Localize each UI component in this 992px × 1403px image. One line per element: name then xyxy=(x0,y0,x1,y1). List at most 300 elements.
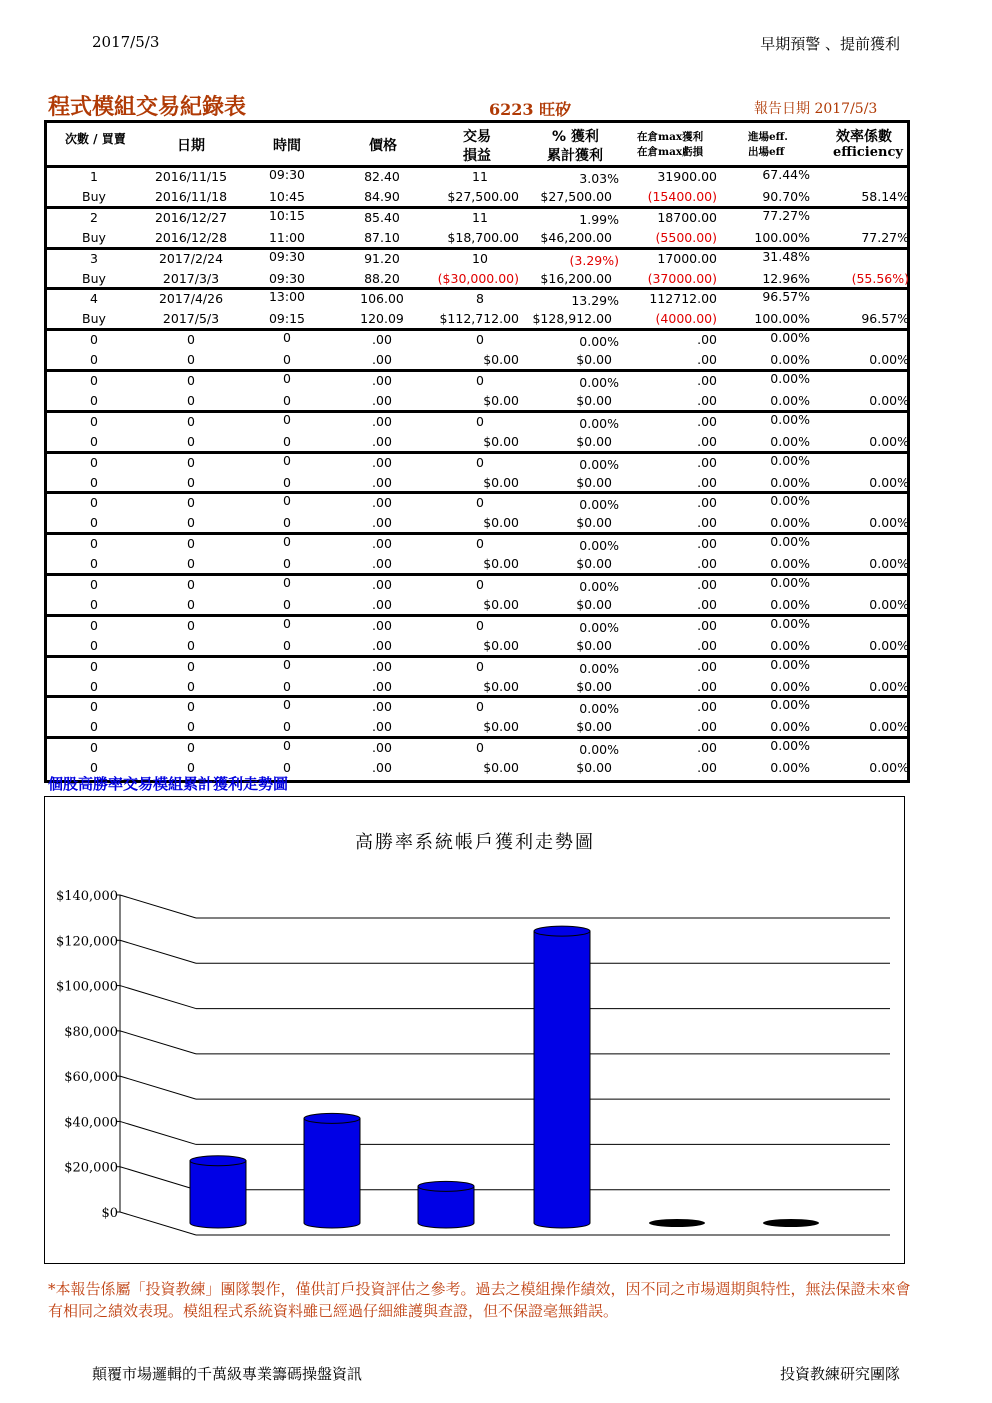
cell-entry-eff: 0.00% xyxy=(770,697,810,713)
col-pnl-header-2: 損益 xyxy=(463,148,491,164)
cell-date: 0 xyxy=(187,719,195,735)
profit-chart xyxy=(44,796,905,1264)
cell-trade-pnl: $0.00 xyxy=(483,515,519,531)
table-row xyxy=(47,494,907,535)
cell-time: 0 xyxy=(283,474,291,490)
grid-diagonal xyxy=(120,1031,196,1054)
cell-exit-eff: 100.00% xyxy=(754,311,810,327)
cell-time: 09:30 xyxy=(268,248,306,264)
footer-right: 投資教練研究團隊 xyxy=(779,1365,900,1383)
cell-date: 2017/5/3 xyxy=(162,311,220,327)
cell-exit-eff: 90.70% xyxy=(762,189,810,204)
cell-date: 2017/4/26 xyxy=(158,291,224,307)
cell-max-gain: .00 xyxy=(697,576,717,592)
cell-max-gain: .00 xyxy=(697,413,717,429)
bar xyxy=(763,1219,819,1227)
bar xyxy=(304,1118,360,1228)
cell-time: 0 xyxy=(283,678,291,694)
cell-price: .00 xyxy=(372,372,392,388)
cell-max-gain: .00 xyxy=(697,454,717,470)
cell-trade-pnl: $0.00 xyxy=(483,474,519,490)
cell-entry-eff: 0.00% xyxy=(770,493,810,509)
cell-cum-profit: $0.00 xyxy=(576,352,612,368)
cell-max-gain: 18700.00 xyxy=(657,209,717,225)
cell-pnl: 0 xyxy=(476,372,484,388)
cell-time: 0 xyxy=(283,574,291,590)
cell-time: 0 xyxy=(283,637,291,653)
col-seq-header: 次數 / 買賣 xyxy=(65,132,126,146)
grid-diagonal xyxy=(120,895,196,918)
table-row xyxy=(47,576,907,617)
cell-side: 0 xyxy=(90,719,98,735)
cell-exit-eff: 0.00% xyxy=(770,678,810,694)
cell-pnl: 0 xyxy=(476,332,484,348)
cell-trade-pnl: $0.00 xyxy=(483,760,519,776)
disclaimer: *本報告係屬「投資教練」團隊製作，僅供訂戶投資評估之參考。過去之模組操作績效，因不同之市場週期與特性，無法保證未來會有相同之績效表現。模組程式系統資料雖已經過仔細維護與查證，但不保證毫無錯誤。 xyxy=(48,1280,911,1320)
cell-max-gain: .00 xyxy=(697,699,717,715)
cell-cum-profit: $0.00 xyxy=(576,515,612,531)
cell-trade-pnl: $27,500.00 xyxy=(447,189,519,204)
cell-efficiency: (55.56%) xyxy=(851,270,909,286)
trade-record-table xyxy=(44,120,910,783)
cell-max-gain: .00 xyxy=(697,617,717,633)
cell-side: 0 xyxy=(90,678,98,694)
cell-entry-eff: 0.00% xyxy=(770,738,810,754)
cell-price: .00 xyxy=(372,740,392,756)
cell-pct-profit: 1.99% xyxy=(579,211,619,227)
cell-max-gain: 17000.00 xyxy=(657,250,717,266)
cell-price: 106.00 xyxy=(360,291,404,307)
bar-top xyxy=(190,1156,246,1166)
cell-price: .00 xyxy=(372,678,392,694)
cell-side: Buy xyxy=(82,229,106,245)
cell-entry-eff: 96.57% xyxy=(762,289,810,305)
cell-pct-profit: 0.00% xyxy=(579,578,619,594)
cell-price: 84.90 xyxy=(364,189,400,204)
cell-date: 2016/12/27 xyxy=(154,209,228,225)
cell-pnl: 0 xyxy=(476,699,484,715)
cell-pnl: 8 xyxy=(476,291,484,307)
cell-cum-profit: $0.00 xyxy=(576,474,612,490)
cell-price: .00 xyxy=(372,413,392,429)
col-efficiency-header-2: efficiency xyxy=(833,145,903,160)
col-maxloss-header: 在倉max虧損 xyxy=(637,146,704,158)
col-efficiency-header-1: 效率係數 xyxy=(836,129,892,145)
cell-price: .00 xyxy=(372,719,392,735)
cell-max-gain: 112712.00 xyxy=(649,291,717,307)
cell-time: 13:00 xyxy=(268,289,306,305)
bar-top xyxy=(304,1113,360,1123)
cell-price: .00 xyxy=(372,556,392,572)
cell-efficiency: 0.00% xyxy=(869,678,909,694)
cell-cum-profit: $0.00 xyxy=(576,392,612,408)
cell-exit-eff: 100.00% xyxy=(754,229,810,245)
cell-date: 0 xyxy=(187,617,195,633)
cell-side: 0 xyxy=(90,596,98,612)
cell-price: 120.09 xyxy=(360,311,404,327)
cell-max-loss: .00 xyxy=(697,515,717,531)
cell-time: 0 xyxy=(283,596,291,612)
cell-date: 0 xyxy=(187,413,195,429)
cell-trade-pnl: $18,700.00 xyxy=(447,229,519,245)
cell-exit-eff: 0.00% xyxy=(770,760,810,776)
cell-pnl: 0 xyxy=(476,617,484,633)
cell-pct-profit: 0.00% xyxy=(579,456,619,472)
cell-time: 0 xyxy=(283,515,291,531)
cell-exit-eff: 12.96% xyxy=(762,270,810,286)
cell-time: 0 xyxy=(283,493,291,509)
cell-entry-eff: 0.00% xyxy=(770,574,810,590)
cell-price: 88.20 xyxy=(364,270,400,286)
cell-price: .00 xyxy=(372,392,392,408)
cell-seq: 0 xyxy=(90,658,98,674)
cell-price: .00 xyxy=(372,596,392,612)
cell-cum-profit: $27,500.00 xyxy=(540,189,612,204)
cell-max-loss: .00 xyxy=(697,760,717,776)
cell-pnl: 11 xyxy=(472,209,488,225)
cell-side: 0 xyxy=(90,433,98,449)
cell-pct-profit: 0.00% xyxy=(579,619,619,635)
table-row xyxy=(47,168,907,209)
cell-time: 0 xyxy=(283,719,291,735)
cell-entry-eff: 67.44% xyxy=(762,167,810,182)
cell-seq: 3 xyxy=(90,250,98,266)
cell-pct-profit: 0.00% xyxy=(579,538,619,554)
cell-time: 10:45 xyxy=(268,189,306,204)
cell-time: 0 xyxy=(283,697,291,713)
cell-price: .00 xyxy=(372,658,392,674)
cell-price: .00 xyxy=(372,495,392,511)
cell-exit-eff: 0.00% xyxy=(770,392,810,408)
cell-efficiency: 96.57% xyxy=(861,311,909,327)
cell-seq: 0 xyxy=(90,699,98,715)
cell-time: 0 xyxy=(283,615,291,631)
col-entry-eff-header: 進場eff. xyxy=(748,131,788,143)
cell-price: .00 xyxy=(372,454,392,470)
cell-time: 0 xyxy=(283,452,291,468)
cell-max-loss: (37000.00) xyxy=(647,270,717,286)
cell-time: 0 xyxy=(283,556,291,572)
cell-cum-profit: $46,200.00 xyxy=(540,229,612,245)
cell-max-gain: .00 xyxy=(697,332,717,348)
cell-trade-pnl: $0.00 xyxy=(483,678,519,694)
cell-date: 0 xyxy=(187,392,195,408)
cell-max-loss: .00 xyxy=(697,637,717,653)
cell-cum-profit: $0.00 xyxy=(576,637,612,653)
cell-pct-profit: 0.00% xyxy=(579,497,619,513)
col-exit-eff-header: 出場eff xyxy=(748,146,785,158)
cell-date: 2016/12/28 xyxy=(154,229,228,245)
cell-max-loss: .00 xyxy=(697,719,717,735)
col-pnl-header-1: 交易 xyxy=(463,129,491,145)
cell-efficiency: 77.27% xyxy=(861,229,909,245)
cell-price: .00 xyxy=(372,352,392,368)
cell-time: 0 xyxy=(283,738,291,754)
cell-cum-profit: $16,200.00 xyxy=(540,270,612,286)
cell-entry-eff: 0.00% xyxy=(770,330,810,346)
cell-date: 0 xyxy=(187,454,195,470)
table-row xyxy=(47,698,907,739)
cell-max-gain: .00 xyxy=(697,372,717,388)
cell-seq: 0 xyxy=(90,740,98,756)
bar xyxy=(190,1161,246,1228)
cell-trade-pnl: $0.00 xyxy=(483,637,519,653)
cell-side: 0 xyxy=(90,392,98,408)
cell-exit-eff: 0.00% xyxy=(770,433,810,449)
table-row xyxy=(47,658,907,699)
y-tick-label: $100,000 xyxy=(55,979,118,995)
cell-pct-profit: 13.29% xyxy=(571,293,619,309)
cell-date: 0 xyxy=(187,740,195,756)
cell-max-loss: (5500.00) xyxy=(655,229,717,245)
cell-pnl: 0 xyxy=(476,495,484,511)
cell-date: 0 xyxy=(187,658,195,674)
cell-time: 09:15 xyxy=(268,311,306,327)
cell-entry-eff: 0.00% xyxy=(770,656,810,672)
cell-pct-profit: (3.29%) xyxy=(569,252,619,268)
cell-cum-profit: $0.00 xyxy=(576,760,612,776)
bar-top xyxy=(418,1181,474,1191)
cell-date: 0 xyxy=(187,556,195,572)
cell-price: .00 xyxy=(372,699,392,715)
cell-date: 2017/2/24 xyxy=(158,250,224,266)
cell-pct-profit: 0.00% xyxy=(579,701,619,717)
cell-cum-profit: $128,912.00 xyxy=(532,311,612,327)
cell-trade-pnl: $0.00 xyxy=(483,392,519,408)
cell-side: Buy xyxy=(82,270,106,286)
table-row xyxy=(47,535,907,576)
cell-pnl: 0 xyxy=(476,454,484,470)
cell-cum-profit: $0.00 xyxy=(576,556,612,572)
cell-trade-pnl: $0.00 xyxy=(483,352,519,368)
cell-cum-profit: $0.00 xyxy=(576,596,612,612)
cell-pct-profit: 0.00% xyxy=(579,374,619,390)
bar xyxy=(649,1219,705,1227)
cell-efficiency: 0.00% xyxy=(869,719,909,735)
cell-side: 0 xyxy=(90,760,98,776)
header-date: 2017/5/3 xyxy=(92,33,160,51)
bar-top xyxy=(534,926,590,936)
cell-pct-profit: 0.00% xyxy=(579,742,619,758)
y-tick-label: $20,000 xyxy=(64,1160,118,1176)
cell-date: 0 xyxy=(187,678,195,694)
profit-chart-svg xyxy=(45,797,906,1265)
cell-time: 0 xyxy=(283,656,291,672)
cell-side: 0 xyxy=(90,515,98,531)
cell-cum-profit: $0.00 xyxy=(576,719,612,735)
cell-date: 2017/3/3 xyxy=(162,270,220,286)
cell-pnl: 0 xyxy=(476,536,484,552)
cell-date: 2016/11/15 xyxy=(154,169,228,184)
cell-max-loss: (4000.00) xyxy=(655,311,717,327)
header-slogan: 早期預警 、提前獲利 xyxy=(760,35,900,53)
chart-title: 高勝率系統帳戶獲利走勢圖 xyxy=(355,832,595,853)
cell-max-loss: .00 xyxy=(697,678,717,694)
cell-entry-eff: 0.00% xyxy=(770,452,810,468)
cell-pct-profit: 0.00% xyxy=(579,334,619,350)
cell-side: Buy xyxy=(82,311,106,327)
chart-caption: 個股高勝率交易模組累計獲利走勢圖 xyxy=(48,775,289,793)
col-time-header: 時間 xyxy=(273,138,301,154)
cell-seq: 2 xyxy=(90,209,98,225)
table-row xyxy=(47,331,907,372)
cell-seq: 0 xyxy=(90,454,98,470)
cell-date: 2016/11/18 xyxy=(154,189,228,204)
cell-date: 0 xyxy=(187,576,195,592)
cell-efficiency: 0.00% xyxy=(869,637,909,653)
cell-price: .00 xyxy=(372,332,392,348)
cell-efficiency: 0.00% xyxy=(869,433,909,449)
col-pct-header-2: 累計獲利 xyxy=(547,148,603,164)
y-tick-label: $60,000 xyxy=(64,1070,118,1086)
cell-seq: 4 xyxy=(90,291,98,307)
cell-max-loss: .00 xyxy=(697,556,717,572)
cell-efficiency: 0.00% xyxy=(869,352,909,368)
y-tick-label: $140,000 xyxy=(55,889,118,904)
stock-name: 6223 旺矽 xyxy=(489,100,572,119)
cell-trade-pnl: ($30,000.00) xyxy=(437,270,519,286)
cell-efficiency: 0.00% xyxy=(869,474,909,490)
cell-date: 0 xyxy=(187,760,195,776)
cell-pnl: 0 xyxy=(476,658,484,674)
cell-seq: 0 xyxy=(90,495,98,511)
cell-date: 0 xyxy=(187,536,195,552)
cell-max-loss: (15400.00) xyxy=(647,189,717,204)
col-price-header: 價格 xyxy=(369,138,397,154)
cell-pct-profit: 3.03% xyxy=(579,171,619,186)
cell-max-loss: .00 xyxy=(697,474,717,490)
cell-price: .00 xyxy=(372,474,392,490)
cell-efficiency: 0.00% xyxy=(869,596,909,612)
cell-price: .00 xyxy=(372,433,392,449)
cell-date: 0 xyxy=(187,596,195,612)
cell-pct-profit: 0.00% xyxy=(579,415,619,431)
cell-price: .00 xyxy=(372,515,392,531)
cell-side: 0 xyxy=(90,352,98,368)
cell-max-loss: .00 xyxy=(697,596,717,612)
table-row xyxy=(47,290,907,331)
cell-max-loss: .00 xyxy=(697,352,717,368)
cell-seq: 0 xyxy=(90,536,98,552)
cell-date: 0 xyxy=(187,699,195,715)
cell-trade-pnl: $0.00 xyxy=(483,556,519,572)
cell-exit-eff: 0.00% xyxy=(770,637,810,653)
cell-side: 0 xyxy=(90,637,98,653)
cell-trade-pnl: $0.00 xyxy=(483,596,519,612)
cell-price: .00 xyxy=(372,536,392,552)
cell-side: 0 xyxy=(90,474,98,490)
cell-seq: 0 xyxy=(90,372,98,388)
cell-date: 0 xyxy=(187,474,195,490)
cell-entry-eff: 0.00% xyxy=(770,534,810,550)
table-row xyxy=(47,250,907,291)
cell-exit-eff: 0.00% xyxy=(770,719,810,735)
cell-date: 0 xyxy=(187,332,195,348)
cell-trade-pnl: $0.00 xyxy=(483,433,519,449)
grid-diagonal xyxy=(120,986,196,1009)
cell-date: 0 xyxy=(187,515,195,531)
report-date: 報告日期 2017/5/3 xyxy=(754,101,878,117)
cell-time: 0 xyxy=(283,411,291,427)
table-row xyxy=(47,413,907,454)
cell-time: 10:15 xyxy=(268,207,306,223)
cell-max-gain: .00 xyxy=(697,658,717,674)
table-row xyxy=(47,372,907,413)
cell-date: 0 xyxy=(187,372,195,388)
cell-price: .00 xyxy=(372,617,392,633)
cell-time: 0 xyxy=(283,370,291,386)
cell-efficiency: 0.00% xyxy=(869,760,909,776)
cell-pnl: 11 xyxy=(472,169,488,184)
cell-price: .00 xyxy=(372,760,392,776)
cell-side: Buy xyxy=(82,189,106,204)
table-row xyxy=(47,454,907,495)
cell-date: 0 xyxy=(187,637,195,653)
cell-time: 0 xyxy=(283,534,291,550)
cell-max-gain: .00 xyxy=(697,740,717,756)
cell-price: .00 xyxy=(372,576,392,592)
cell-time: 11:00 xyxy=(268,229,306,245)
table-header xyxy=(47,123,907,168)
cell-max-loss: .00 xyxy=(697,433,717,449)
cell-price: 82.40 xyxy=(364,169,400,184)
table-row xyxy=(47,617,907,658)
cell-time: 09:30 xyxy=(268,167,306,182)
cell-time: 0 xyxy=(283,352,291,368)
grid-diagonal xyxy=(120,1121,196,1144)
cell-seq: 0 xyxy=(90,413,98,429)
cell-exit-eff: 0.00% xyxy=(770,556,810,572)
y-tick-label: $80,000 xyxy=(64,1024,118,1040)
cell-efficiency: 0.00% xyxy=(869,515,909,531)
cell-entry-eff: 77.27% xyxy=(762,207,810,223)
cell-time: 0 xyxy=(283,760,291,776)
cell-cum-profit: $0.00 xyxy=(576,678,612,694)
cell-max-gain: .00 xyxy=(697,495,717,511)
cell-entry-eff: 0.00% xyxy=(770,411,810,427)
col-date-header: 日期 xyxy=(177,138,205,154)
cell-pct-profit: 0.00% xyxy=(579,660,619,676)
grid-diagonal xyxy=(120,940,196,963)
cell-max-gain: .00 xyxy=(697,536,717,552)
cell-pnl: 0 xyxy=(476,740,484,756)
bar xyxy=(418,1186,474,1228)
cell-exit-eff: 0.00% xyxy=(770,474,810,490)
cell-pnl: 0 xyxy=(476,413,484,429)
cell-entry-eff: 0.00% xyxy=(770,370,810,386)
page-title: 程式模組交易紀錄表 xyxy=(48,94,247,120)
grid-diagonal xyxy=(120,1212,196,1235)
cell-time: 0 xyxy=(283,392,291,408)
cell-cum-profit: $0.00 xyxy=(576,433,612,449)
cell-efficiency: 0.00% xyxy=(869,392,909,408)
cell-max-loss: .00 xyxy=(697,392,717,408)
y-tick-label: $0 xyxy=(101,1206,118,1221)
table-body xyxy=(47,168,907,780)
cell-exit-eff: 0.00% xyxy=(770,352,810,368)
cell-price: 87.10 xyxy=(364,229,400,245)
cell-price: 85.40 xyxy=(364,209,400,225)
cell-price: 91.20 xyxy=(364,250,400,266)
bar xyxy=(534,931,590,1228)
cell-efficiency: 0.00% xyxy=(869,556,909,572)
cell-trade-pnl: $112,712.00 xyxy=(439,311,519,327)
y-tick-label: $120,000 xyxy=(55,934,118,950)
cell-exit-eff: 0.00% xyxy=(770,515,810,531)
col-maxgain-header: 在倉max獲利 xyxy=(637,131,704,143)
y-tick-label: $40,000 xyxy=(64,1115,118,1131)
cell-entry-eff: 0.00% xyxy=(770,615,810,631)
